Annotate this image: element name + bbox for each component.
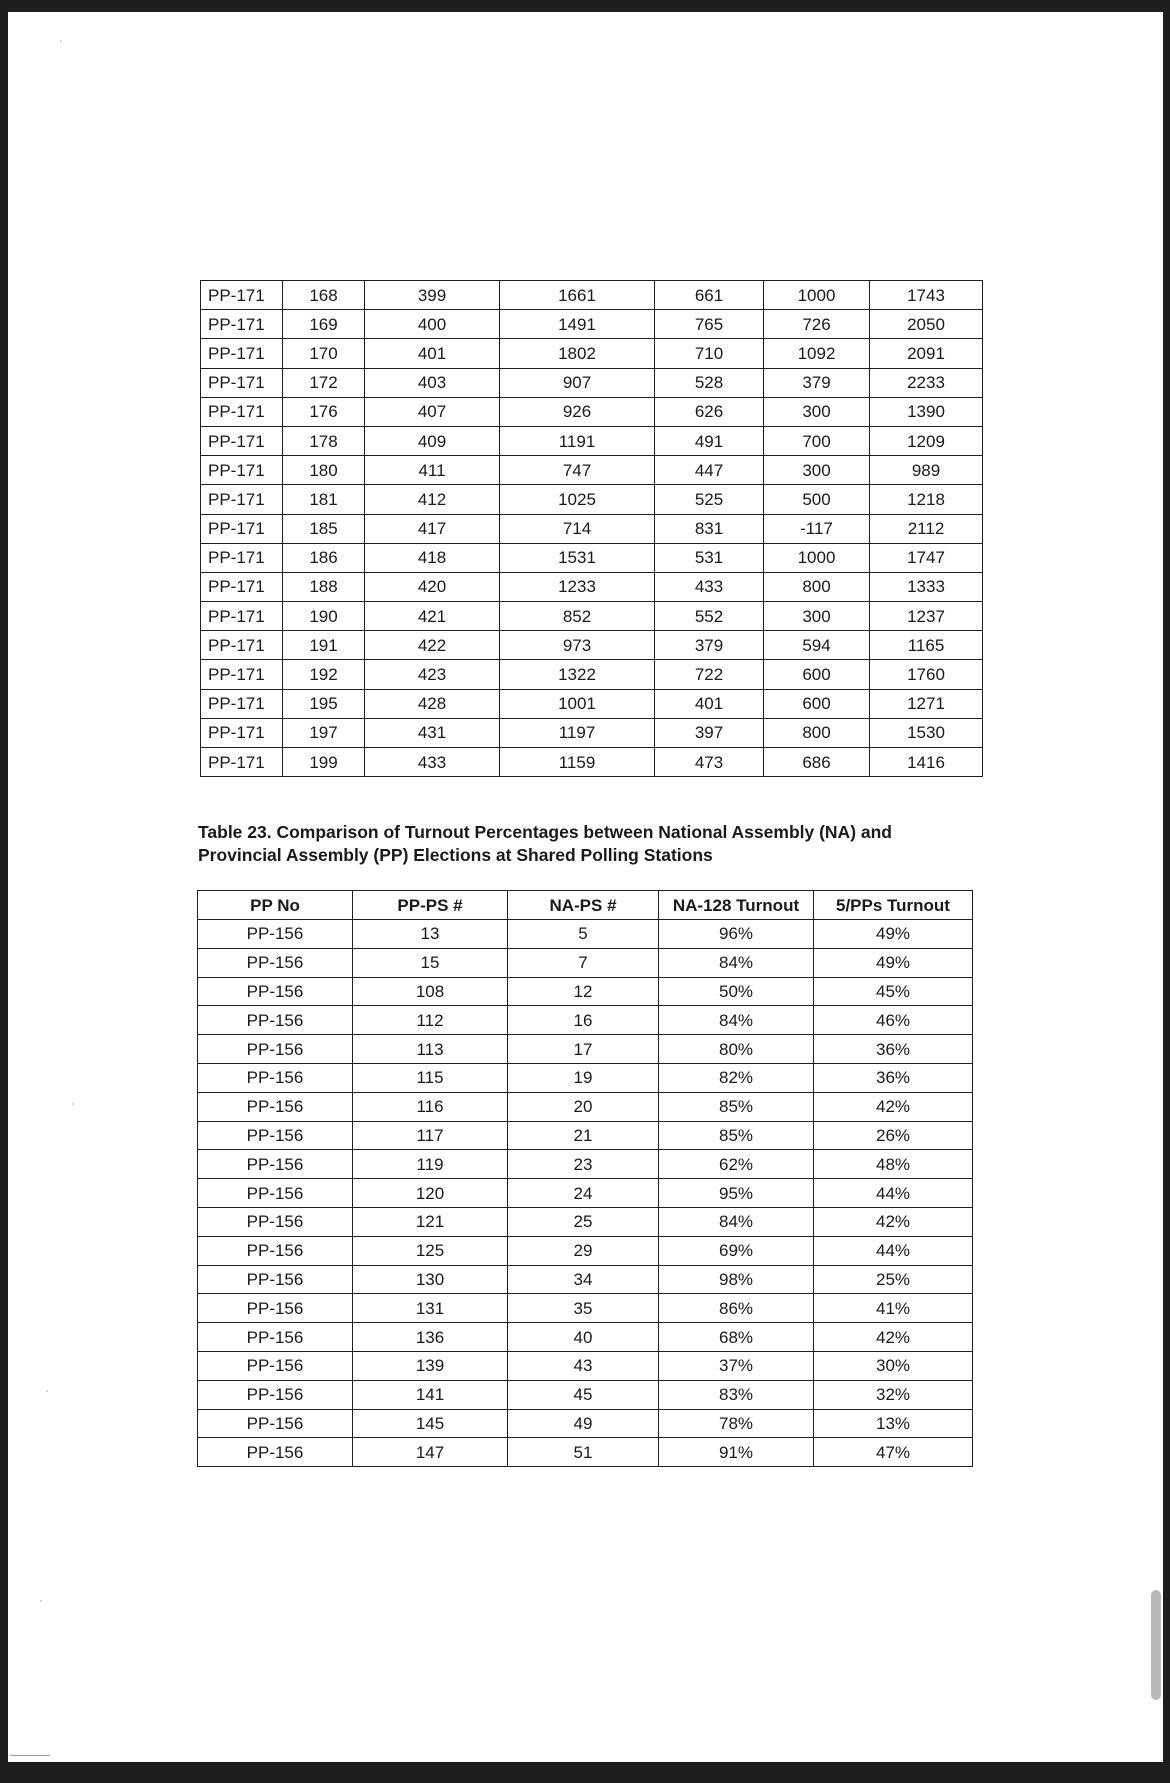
table-row (198, 1150, 973, 1179)
table-row (198, 1409, 973, 1438)
table-cell: 47% (814, 1438, 973, 1467)
table-cell: 686 (764, 748, 870, 777)
table-cell: 80% (659, 1035, 814, 1064)
table-cell: 168 (283, 281, 365, 310)
table-cell: 191 (283, 631, 365, 660)
table-cell: 1743 (870, 281, 983, 310)
table-cell: 49% (814, 948, 973, 977)
header-pp-ps: PP-PS # (353, 891, 508, 920)
table-row (198, 1006, 973, 1035)
table-cell: 45% (814, 977, 973, 1006)
table-cell: 19 (508, 1063, 659, 1092)
table-cell: 41% (814, 1294, 973, 1323)
table-cell: 403 (365, 368, 500, 397)
scan-edge-line (10, 1755, 50, 1756)
table-cell: 433 (655, 572, 764, 601)
table-cell: 185 (283, 514, 365, 543)
table-row (201, 748, 983, 777)
table-cell: 1000 (764, 281, 870, 310)
scan-speck (40, 1600, 42, 1602)
table-cell: 117 (353, 1121, 508, 1150)
polling-station-votes-table (200, 280, 983, 777)
table-cell: 139 (353, 1351, 508, 1380)
table-cell: 1760 (870, 660, 983, 689)
table-cell: 50% (659, 977, 814, 1006)
table-cell: 25% (814, 1265, 973, 1294)
header-row (198, 891, 973, 920)
table-cell: 852 (500, 602, 655, 631)
table-cell: PP-171 (201, 426, 283, 455)
table-cell: 973 (500, 631, 655, 660)
table-cell: PP-156 (198, 1063, 353, 1092)
table-cell: 21 (508, 1121, 659, 1150)
table-cell: 5 (508, 920, 659, 949)
table-cell: 108 (353, 977, 508, 1006)
table-cell: 399 (365, 281, 500, 310)
table-cell: 186 (283, 543, 365, 572)
table-cell: 43 (508, 1351, 659, 1380)
table-cell: 428 (365, 689, 500, 718)
table-cell: 747 (500, 456, 655, 485)
table-cell: 1218 (870, 485, 983, 514)
table-cell: 13 (353, 920, 508, 949)
table-cell: 69% (659, 1236, 814, 1265)
table-cell: 48% (814, 1150, 973, 1179)
table-cell: PP-156 (198, 920, 353, 949)
table-cell: 84% (659, 1006, 814, 1035)
table-cell: 112 (353, 1006, 508, 1035)
table-row (198, 1092, 973, 1121)
table-cell: 1000 (764, 543, 870, 572)
table-cell: 121 (353, 1207, 508, 1236)
table-cell: PP-171 (201, 631, 283, 660)
table-cell: 800 (764, 572, 870, 601)
table-cell: 84% (659, 948, 814, 977)
table-cell: PP-156 (198, 948, 353, 977)
scan-speck (46, 1390, 48, 1392)
table-row (201, 689, 983, 718)
table-cell: PP-171 (201, 689, 283, 718)
table-cell: 16 (508, 1006, 659, 1035)
table-cell: 82% (659, 1063, 814, 1092)
table-cell: 1001 (500, 689, 655, 718)
table-cell: PP-156 (198, 1179, 353, 1208)
table-cell: 120 (353, 1179, 508, 1208)
table-cell: 422 (365, 631, 500, 660)
table-row (198, 1236, 973, 1265)
table-cell: 500 (764, 485, 870, 514)
table-cell: PP-156 (198, 1351, 353, 1380)
scrollbar-thumb[interactable] (1151, 1590, 1161, 1700)
table-cell: 447 (655, 456, 764, 485)
table-cell: 926 (500, 397, 655, 426)
table-cell: 600 (764, 689, 870, 718)
table-cell: 62% (659, 1150, 814, 1179)
table-cell: 1092 (764, 339, 870, 368)
table-row (201, 368, 983, 397)
table-cell: 409 (365, 426, 500, 455)
table-cell: PP-156 (198, 1035, 353, 1064)
header-pp-no: PP No (198, 891, 353, 920)
table-cell: 20 (508, 1092, 659, 1121)
table-cell: 423 (365, 660, 500, 689)
table-cell: 23 (508, 1150, 659, 1179)
table-cell: 84% (659, 1207, 814, 1236)
header-na-ps: NA-PS # (508, 891, 659, 920)
table-cell: PP-156 (198, 1121, 353, 1150)
table-cell: 85% (659, 1092, 814, 1121)
table-cell: 1531 (500, 543, 655, 572)
table-cell: 172 (283, 368, 365, 397)
table-cell: 491 (655, 426, 764, 455)
window-top-bar (0, 0, 1170, 12)
table-cell: 400 (365, 310, 500, 339)
table-cell: PP-156 (198, 1092, 353, 1121)
table-row (198, 948, 973, 977)
table-cell: 528 (655, 368, 764, 397)
table-cell: 45 (508, 1380, 659, 1409)
table-cell: 600 (764, 660, 870, 689)
table-cell: 1390 (870, 397, 983, 426)
table-row (198, 1351, 973, 1380)
table-cell: PP-171 (201, 660, 283, 689)
table-row (198, 1438, 973, 1467)
table-cell: 431 (365, 718, 500, 747)
table-cell: 26% (814, 1121, 973, 1150)
table-cell: 1333 (870, 572, 983, 601)
table-row (198, 1207, 973, 1236)
table-row (201, 514, 983, 543)
table-cell: 131 (353, 1294, 508, 1323)
table-cell: 1209 (870, 426, 983, 455)
table-cell: 1025 (500, 485, 655, 514)
table-cell: PP-156 (198, 1207, 353, 1236)
table-cell: 1416 (870, 748, 983, 777)
table-cell: 91% (659, 1438, 814, 1467)
table-cell: 125 (353, 1236, 508, 1265)
table-row (198, 1063, 973, 1092)
table-cell: 379 (764, 368, 870, 397)
table-cell: 42% (814, 1323, 973, 1352)
table-cell: 199 (283, 748, 365, 777)
table-row (201, 660, 983, 689)
table-cell: 800 (764, 718, 870, 747)
table-row (198, 977, 973, 1006)
table-cell: 2050 (870, 310, 983, 339)
table-row (201, 339, 983, 368)
table-cell: PP-171 (201, 368, 283, 397)
table-cell: 407 (365, 397, 500, 426)
table-cell: 2091 (870, 339, 983, 368)
table-cell: PP-156 (198, 1380, 353, 1409)
table-cell: 29 (508, 1236, 659, 1265)
table-cell: 49% (814, 920, 973, 949)
table-cell: 1197 (500, 718, 655, 747)
table-cell: 36% (814, 1063, 973, 1092)
table-cell: 170 (283, 339, 365, 368)
table-cell: 1233 (500, 572, 655, 601)
table-cell: 35 (508, 1294, 659, 1323)
table-cell: 418 (365, 543, 500, 572)
table-row (198, 1265, 973, 1294)
table-cell: 169 (283, 310, 365, 339)
table-cell: PP-156 (198, 1006, 353, 1035)
table-cell: 190 (283, 602, 365, 631)
table-cell: 417 (365, 514, 500, 543)
table-cell: 34 (508, 1265, 659, 1294)
scan-speck (60, 40, 62, 42)
table-cell: 989 (870, 456, 983, 485)
table-cell: 40 (508, 1323, 659, 1352)
table-cell: 700 (764, 426, 870, 455)
turnout-comparison-header (198, 891, 973, 920)
table-cell: 1747 (870, 543, 983, 572)
table-cell: PP-171 (201, 339, 283, 368)
table-cell: 1322 (500, 660, 655, 689)
table-cell: 141 (353, 1380, 508, 1409)
table-cell: 2112 (870, 514, 983, 543)
table-row (201, 397, 983, 426)
table-cell: 68% (659, 1323, 814, 1352)
scan-speck (72, 1103, 74, 1105)
table-cell: PP-156 (198, 1265, 353, 1294)
table-cell: 197 (283, 718, 365, 747)
table-cell: 594 (764, 631, 870, 660)
table-cell: PP-156 (198, 1409, 353, 1438)
table-cell: 420 (365, 572, 500, 601)
table-cell: 401 (655, 689, 764, 718)
table-cell: PP-171 (201, 514, 283, 543)
table-cell: 710 (655, 339, 764, 368)
table-cell: 433 (365, 748, 500, 777)
table-cell: PP-171 (201, 485, 283, 514)
table-cell: 44% (814, 1236, 973, 1265)
table-cell: 2233 (870, 368, 983, 397)
table-cell: 13% (814, 1409, 973, 1438)
table-cell: 42% (814, 1092, 973, 1121)
turnout-comparison-body (198, 920, 973, 1467)
table-cell: 83% (659, 1380, 814, 1409)
table-23-caption-text: Comparison of Turnout Percentages between National Assembly (NA) and Provincial Assembly (PP) Elections at Shared Polling Stations (198, 822, 892, 865)
table-cell: 178 (283, 426, 365, 455)
table-cell: 119 (353, 1150, 508, 1179)
table-cell: PP-171 (201, 397, 283, 426)
table-cell: PP-171 (201, 310, 283, 339)
table-cell: 7 (508, 948, 659, 977)
table-cell: PP-156 (198, 977, 353, 1006)
table-cell: PP-156 (198, 1323, 353, 1352)
table-row (198, 1294, 973, 1323)
table-cell: 525 (655, 485, 764, 514)
table-cell: 626 (655, 397, 764, 426)
table-cell: 115 (353, 1063, 508, 1092)
table-cell: PP-171 (201, 748, 283, 777)
table-cell: 531 (655, 543, 764, 572)
table-cell: 1159 (500, 748, 655, 777)
table-cell: 32% (814, 1380, 973, 1409)
table-cell: 95% (659, 1179, 814, 1208)
table-cell: PP-156 (198, 1438, 353, 1467)
table-cell: 36% (814, 1035, 973, 1064)
table-cell: 180 (283, 456, 365, 485)
turnout-comparison-table (197, 890, 973, 1467)
header-na-128-turnout: NA-128 Turnout (659, 891, 814, 920)
table-cell: 24 (508, 1179, 659, 1208)
table-cell: 1802 (500, 339, 655, 368)
table-cell: 98% (659, 1265, 814, 1294)
table-cell: 1271 (870, 689, 983, 718)
table-cell: 113 (353, 1035, 508, 1064)
table-cell: 192 (283, 660, 365, 689)
table-cell: 300 (764, 456, 870, 485)
table-cell: PP-171 (201, 543, 283, 572)
table-row (201, 310, 983, 339)
table-cell: 17 (508, 1035, 659, 1064)
table-cell: 30% (814, 1351, 973, 1380)
table-row (198, 1380, 973, 1409)
table-cell: 51 (508, 1438, 659, 1467)
table-cell: 96% (659, 920, 814, 949)
table-23-caption (198, 821, 958, 867)
table-cell: 12 (508, 977, 659, 1006)
table-cell: PP-171 (201, 602, 283, 631)
table-cell: 411 (365, 456, 500, 485)
table-cell: 726 (764, 310, 870, 339)
table-cell: PP-156 (198, 1150, 353, 1179)
table-cell: 722 (655, 660, 764, 689)
table-cell: 188 (283, 572, 365, 601)
table-row (201, 631, 983, 660)
table-23-caption-label: Table 23. (198, 822, 272, 842)
table-cell: PP-156 (198, 1236, 353, 1265)
table-cell: 46% (814, 1006, 973, 1035)
table-cell: 44% (814, 1179, 973, 1208)
table-row (198, 1323, 973, 1352)
table-cell: 1237 (870, 602, 983, 631)
table-cell: 421 (365, 602, 500, 631)
table-cell: 765 (655, 310, 764, 339)
table-cell: 85% (659, 1121, 814, 1150)
table-cell: 412 (365, 485, 500, 514)
table-cell: 181 (283, 485, 365, 514)
table-cell: PP-171 (201, 281, 283, 310)
table-cell: 176 (283, 397, 365, 426)
table-cell: 195 (283, 689, 365, 718)
table-row (201, 572, 983, 601)
table-cell: 661 (655, 281, 764, 310)
table-cell: 136 (353, 1323, 508, 1352)
table-cell: 1191 (500, 426, 655, 455)
table-cell: 49 (508, 1409, 659, 1438)
table-cell: 300 (764, 602, 870, 631)
table-row (201, 281, 983, 310)
table-cell: 78% (659, 1409, 814, 1438)
table-row (201, 718, 983, 747)
table-row (201, 456, 983, 485)
table-cell: 552 (655, 602, 764, 631)
table-cell: 300 (764, 397, 870, 426)
table-row (201, 602, 983, 631)
table-cell: 37% (659, 1351, 814, 1380)
table-row (198, 1179, 973, 1208)
document-page (8, 12, 1163, 1762)
table-row (201, 426, 983, 455)
table-row (201, 543, 983, 572)
table-cell: 831 (655, 514, 764, 543)
table-row (198, 1035, 973, 1064)
table-cell: 473 (655, 748, 764, 777)
table-cell: PP-171 (201, 572, 283, 601)
table-cell: 714 (500, 514, 655, 543)
table-row (201, 485, 983, 514)
table-cell: 145 (353, 1409, 508, 1438)
table-cell: 42% (814, 1207, 973, 1236)
table-row (198, 920, 973, 949)
table-cell: PP-156 (198, 1294, 353, 1323)
table-cell: 1491 (500, 310, 655, 339)
table-cell: 15 (353, 948, 508, 977)
table-cell: 86% (659, 1294, 814, 1323)
table-cell: 401 (365, 339, 500, 368)
table-row (198, 1121, 973, 1150)
table-cell: -117 (764, 514, 870, 543)
polling-station-votes-body (201, 281, 983, 777)
table-cell: 379 (655, 631, 764, 660)
table-cell: 147 (353, 1438, 508, 1467)
table-cell: 907 (500, 368, 655, 397)
table-cell: 397 (655, 718, 764, 747)
table-cell: 1165 (870, 631, 983, 660)
window-bottom-bar (0, 1762, 1170, 1783)
table-cell: PP-171 (201, 456, 283, 485)
table-cell: PP-171 (201, 718, 283, 747)
header-5-pps-turnout: 5/PPs Turnout (814, 891, 973, 920)
table-cell: 1530 (870, 718, 983, 747)
table-cell: 130 (353, 1265, 508, 1294)
table-cell: 25 (508, 1207, 659, 1236)
table-cell: 1661 (500, 281, 655, 310)
table-cell: 116 (353, 1092, 508, 1121)
